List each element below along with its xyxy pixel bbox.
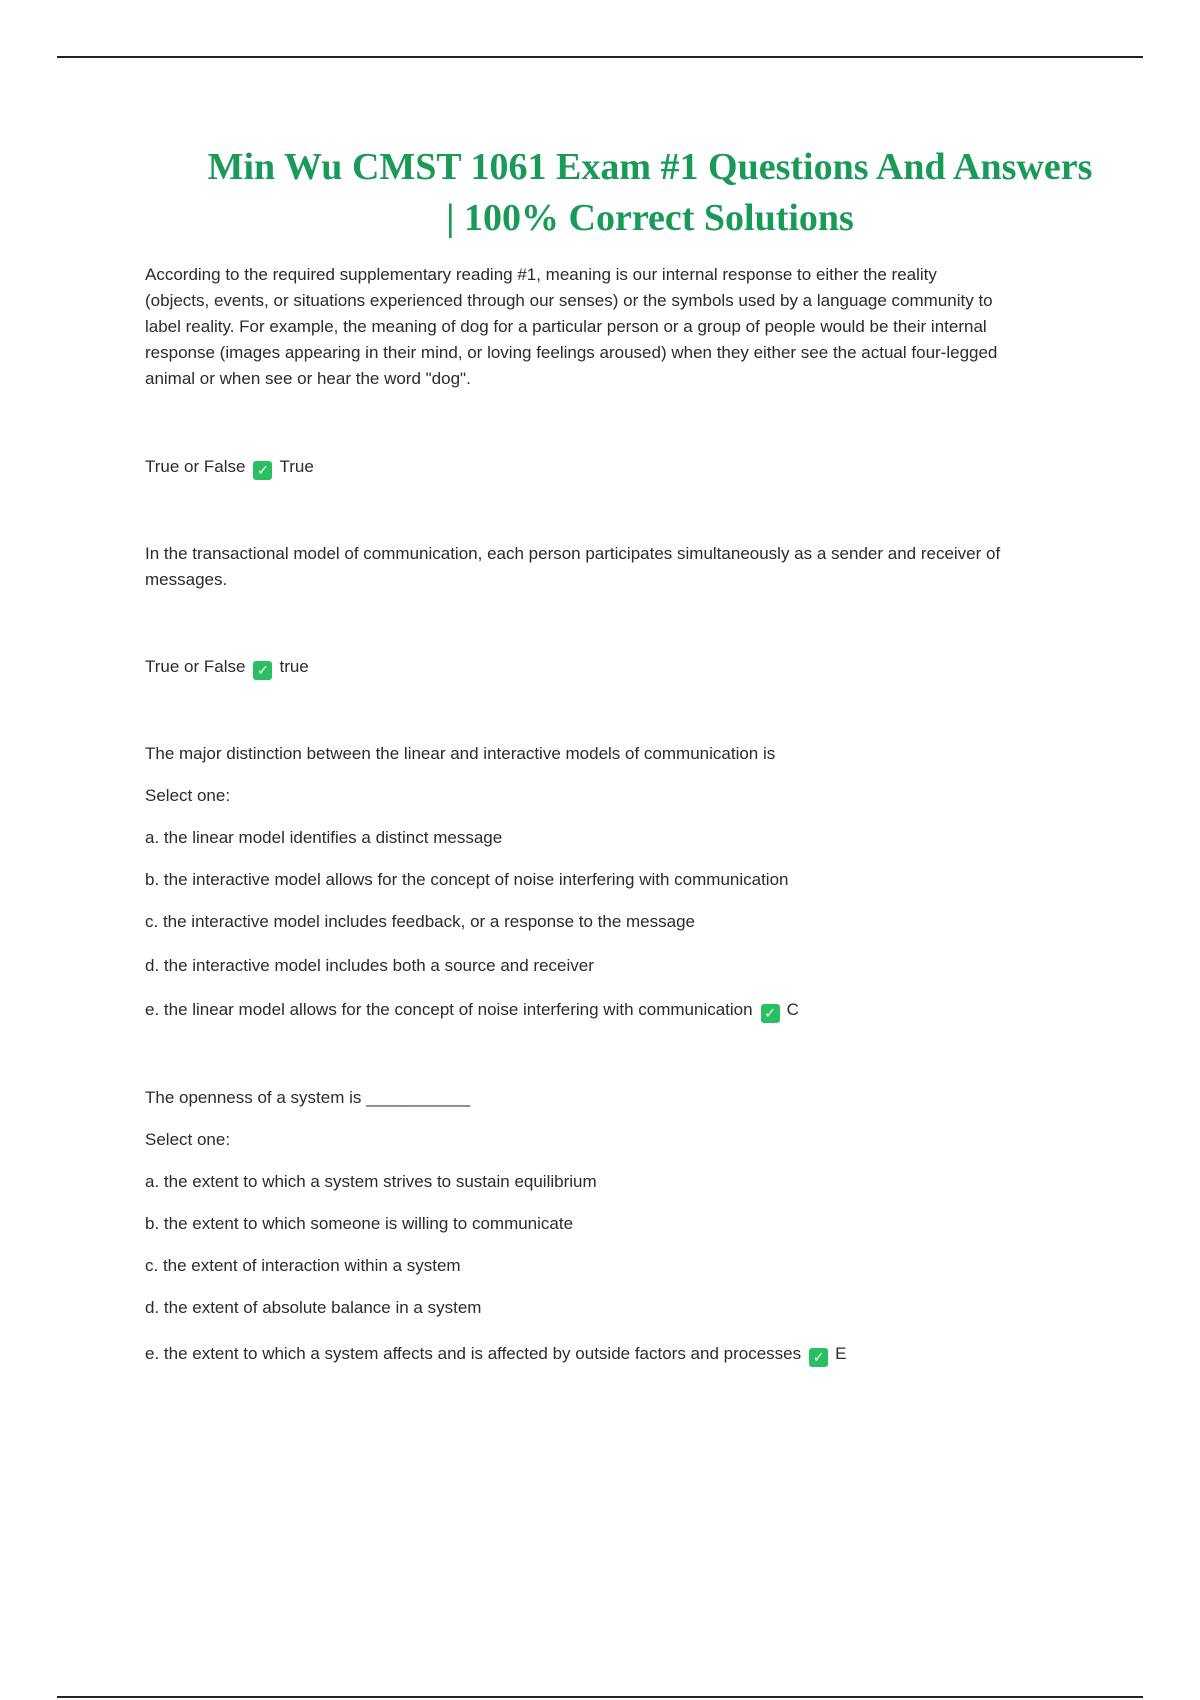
bottom-divider [57, 1696, 1143, 1698]
question-4-option-with-answer [145, 1343, 846, 1367]
question-4-option: e. the extent to which a system affects and is affected by outside factors and processes [145, 1344, 802, 1363]
answer-value: C [786, 1000, 799, 1019]
question-1-line: According to the required supplementary reading #1, meaning is our internal response to either the reality [145, 265, 937, 284]
top-divider [57, 56, 1143, 58]
question-2-line: messages. [145, 570, 228, 589]
question-3-text: The major distinction between the linear and interactive models of communication is [145, 744, 776, 763]
question-3-option-with-answer [145, 999, 799, 1023]
answer-prompt: True or False [145, 657, 246, 676]
question-3-option: e. the linear model allows for the concept of noise interfering with communication [145, 1000, 753, 1019]
question-2-answer [145, 656, 309, 680]
question-1-line: response (images appearing in their mind, or loving feelings aroused) when they either see the actual four-legged [145, 343, 998, 362]
question-1-line: animal or when see or hear the word "dog". [145, 369, 471, 388]
question-2-line: In the transactional model of communication, each person participates simultaneously as a sender and receiver of [145, 544, 1001, 563]
question-4-select-label: Select one: [145, 1130, 231, 1149]
answer-value: true [279, 657, 309, 676]
question-4-option: b. the extent to which someone is willing to communicate [145, 1214, 574, 1233]
question-4-text: The openness of a system is ___________ [145, 1088, 471, 1107]
answer-value: True [279, 457, 314, 476]
title-line-2: | 100% Correct Solutions [446, 197, 854, 239]
document-title [110, 142, 1190, 244]
check-mark-icon: ✓ [809, 1348, 828, 1367]
question-3-option: d. the interactive model includes both a source and receiver [145, 956, 594, 975]
title-line-1: Min Wu CMST 1061 Exam #1 Questions And Answers [207, 146, 1093, 188]
answer-value: E [835, 1344, 847, 1363]
answer-prompt: True or False [145, 457, 246, 476]
check-mark-icon: ✓ [253, 661, 272, 680]
question-1-line: (objects, events, or situations experienced through our senses) or the symbols used by a language community to [145, 291, 993, 310]
question-1-answer [145, 456, 314, 480]
question-4-option: c. the extent of interaction within a system [145, 1256, 461, 1275]
question-3-option: b. the interactive model allows for the concept of noise interfering with communication [145, 870, 789, 889]
check-mark-icon: ✓ [253, 461, 272, 480]
check-mark-icon: ✓ [761, 1004, 780, 1023]
question-4-option: d. the extent of absolute balance in a system [145, 1298, 482, 1317]
question-4-option: a. the extent to which a system strives to sustain equilibrium [145, 1172, 597, 1191]
question-3-option: c. the interactive model includes feedback, or a response to the message [145, 912, 695, 931]
question-3-select-label: Select one: [145, 786, 231, 805]
question-1-line: label reality. For example, the meaning of dog for a particular person or a group of people would be their internal [145, 317, 987, 336]
question-3-option: a. the linear model identifies a distinct message [145, 828, 503, 847]
